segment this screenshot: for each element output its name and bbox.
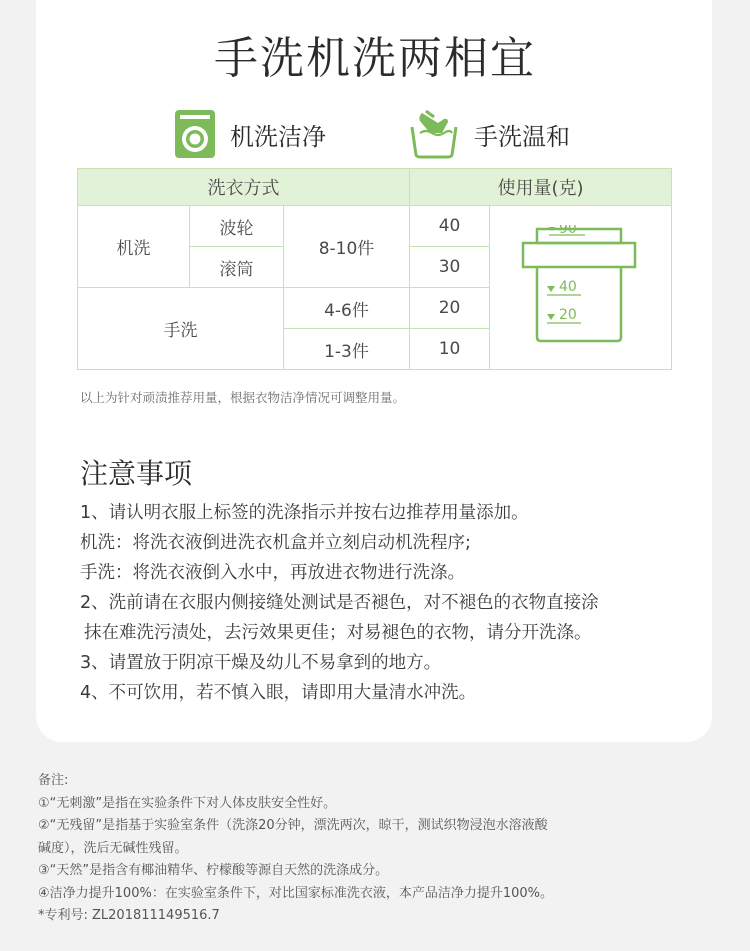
mode-machine-label: 机洗洁净 [230, 122, 326, 151]
footnote-line: 碱度），洗后无碱性残留。 [38, 840, 188, 856]
footnote-line: ④洁净力提升100%：在实验室条件下，对比国家标准洗衣液，本产品洁净力提升100%。 [38, 885, 553, 901]
footnotes [38, 770, 718, 928]
hand-label: 手洗 [78, 288, 284, 370]
mode-hand-label: 手洗温和 [474, 122, 570, 151]
machine-label: 机洗 [78, 206, 190, 288]
notice-line: 抹在难洗污渍处，去污效果更佳；对易褪色的衣物，请分开洗涤。 [84, 623, 592, 643]
header-method: 洗衣方式 [78, 169, 410, 206]
amount-cell: 10 [410, 329, 490, 370]
hand-qty-1: 4-6件 [284, 288, 410, 329]
hand-qty-2: 1-3件 [284, 329, 410, 370]
hand-wash-icon [408, 109, 460, 159]
cup-mark-90: 90 [558, 225, 577, 237]
footnote-line: ①“无刺激”是指在实验条件下对人体皮肤安全性好。 [38, 795, 337, 811]
footnote-line: *专利号: ZL201811149516.7 [38, 908, 220, 923]
amount-cell: 20 [410, 288, 490, 329]
amount-cell: 40 [410, 206, 490, 247]
measuring-cup-icon [521, 225, 641, 345]
pulsator-label: 波轮 [190, 206, 284, 247]
table-note: 以上为针对顽渍推荐用量，根据衣物洁净情况可调整用量。 [80, 390, 406, 405]
footnote-line: 备注: [38, 773, 69, 788]
cup-mark-40: 40 [558, 279, 577, 295]
notice-line: 2、洗前请在衣服内侧接缝处测试是否褪色，对不褪色的衣物直接涂 [80, 593, 599, 613]
notice-line: 手洗：将洗衣液倒入水中，再放进衣物进行洗涤。 [80, 563, 465, 583]
notice-line: 4、不可饮用，若不慎入眼，请即用大量清水冲洗。 [80, 683, 477, 703]
page-title: 手洗机洗两相宜 [214, 33, 536, 84]
footnote-line: ②“无残留”是指基于实验室条件（洗涤20分钟，漂洗两次，晾干，测试织物浸泡水溶液酸 [38, 818, 548, 833]
footnote-line: ③“天然”是指含有椰油精华、柠檬酸等源自天然的洗涤成分。 [38, 863, 389, 878]
header-amount: 使用量(克) [410, 169, 672, 206]
cup-mark-20: 20 [558, 307, 577, 323]
usage-table [77, 168, 672, 370]
notice-line: 1、请认明衣服上标签的洗涤指示并按右边推荐用量添加。 [80, 503, 529, 523]
drum-label: 滚筒 [190, 247, 284, 288]
amount-cell: 30 [410, 247, 490, 288]
notice-line: 3、请置放于阴凉干燥及幼儿不易拿到的地方。 [80, 653, 442, 673]
notice-line: 机洗：将洗衣液倒进洗衣机盒并立刻启动机洗程序; [80, 533, 471, 553]
mode-hand [408, 106, 570, 162]
washing-machine-icon [174, 109, 216, 159]
notice-heading: 注意事项 [80, 457, 193, 490]
notice-list [80, 498, 700, 708]
machine-qty: 8-10件 [284, 206, 410, 288]
mode-machine [174, 106, 326, 162]
measuring-cup-cell [490, 206, 672, 370]
